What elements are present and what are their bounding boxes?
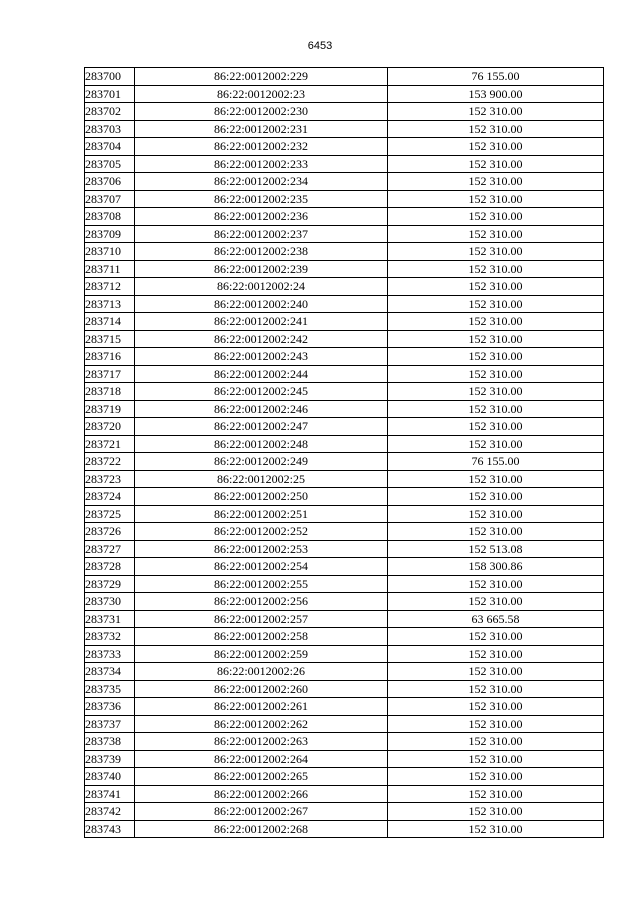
table-row <box>85 330 604 348</box>
table-row <box>85 400 604 418</box>
cadastral-value-cell: 152 310.00 <box>388 715 604 733</box>
row-id-cell: 283732 <box>85 628 135 646</box>
cadastral-value-cell: 152 310.00 <box>388 243 604 261</box>
row-id-cell: 283719 <box>85 400 135 418</box>
cadastral-value-cell: 152 310.00 <box>388 155 604 173</box>
cadastral-number-cell: 86:22:0012002:236 <box>135 208 388 226</box>
table-row <box>85 505 604 523</box>
row-id-cell: 283700 <box>85 68 135 86</box>
table-row <box>85 260 604 278</box>
cadastral-value-cell: 152 310.00 <box>388 418 604 436</box>
table-row <box>85 645 604 663</box>
cadastral-value-cell: 158 300.86 <box>388 558 604 576</box>
table-row <box>85 540 604 558</box>
cadastral-number-cell: 86:22:0012002:232 <box>135 138 388 156</box>
cadastral-number-cell: 86:22:0012002:263 <box>135 733 388 751</box>
row-id-cell: 283740 <box>85 768 135 786</box>
table-row <box>85 680 604 698</box>
table-row <box>85 225 604 243</box>
cadastral-value-cell: 152 310.00 <box>388 190 604 208</box>
row-id-cell: 283739 <box>85 750 135 768</box>
cadastral-value-table <box>84 67 604 838</box>
row-id-cell: 283702 <box>85 103 135 121</box>
table-row <box>85 138 604 156</box>
row-id-cell: 283710 <box>85 243 135 261</box>
table-row <box>85 418 604 436</box>
table-row <box>85 488 604 506</box>
cadastral-value-cell: 152 310.00 <box>388 365 604 383</box>
cadastral-number-cell: 86:22:0012002:229 <box>135 68 388 86</box>
table-row <box>85 85 604 103</box>
row-id-cell: 283743 <box>85 820 135 838</box>
table-row <box>85 785 604 803</box>
cadastral-value-cell: 152 310.00 <box>388 645 604 663</box>
cadastral-value-cell: 152 310.00 <box>388 330 604 348</box>
table-row <box>85 120 604 138</box>
table-row <box>85 523 604 541</box>
cadastral-value-cell: 152 310.00 <box>388 260 604 278</box>
cadastral-number-cell: 86:22:0012002:253 <box>135 540 388 558</box>
table-row <box>85 470 604 488</box>
row-id-cell: 283731 <box>85 610 135 628</box>
table-row <box>85 208 604 226</box>
row-id-cell: 283730 <box>85 593 135 611</box>
cadastral-number-cell: 86:22:0012002:240 <box>135 295 388 313</box>
table-row <box>85 628 604 646</box>
cadastral-value-cell: 76 155.00 <box>388 453 604 471</box>
cadastral-number-cell: 86:22:0012002:230 <box>135 103 388 121</box>
table-row <box>85 610 604 628</box>
cadastral-value-cell: 152 310.00 <box>388 295 604 313</box>
cadastral-number-cell: 86:22:0012002:238 <box>135 243 388 261</box>
table-row <box>85 715 604 733</box>
row-id-cell: 283712 <box>85 278 135 296</box>
cadastral-number-cell: 86:22:0012002:243 <box>135 348 388 366</box>
table-row <box>85 698 604 716</box>
cadastral-number-cell: 86:22:0012002:234 <box>135 173 388 191</box>
row-id-cell: 283736 <box>85 698 135 716</box>
page-number: 6453 <box>307 40 333 52</box>
row-id-cell: 283701 <box>85 85 135 103</box>
cadastral-value-cell: 63 665.58 <box>388 610 604 628</box>
table-row <box>85 453 604 471</box>
row-id-cell: 283734 <box>85 663 135 681</box>
cadastral-value-cell: 152 310.00 <box>388 348 604 366</box>
table-row <box>85 383 604 401</box>
row-id-cell: 283716 <box>85 348 135 366</box>
cadastral-value-cell: 153 900.00 <box>388 85 604 103</box>
table-row <box>85 575 604 593</box>
row-id-cell: 283718 <box>85 383 135 401</box>
row-id-cell: 283715 <box>85 330 135 348</box>
cadastral-number-cell: 86:22:0012002:249 <box>135 453 388 471</box>
cadastral-number-cell: 86:22:0012002:25 <box>135 470 388 488</box>
cadastral-number-cell: 86:22:0012002:252 <box>135 523 388 541</box>
cadastral-number-cell: 86:22:0012002:259 <box>135 645 388 663</box>
row-id-cell: 283728 <box>85 558 135 576</box>
row-id-cell: 283717 <box>85 365 135 383</box>
table-row <box>85 295 604 313</box>
cadastral-value-cell: 152 310.00 <box>388 225 604 243</box>
cadastral-value-cell: 152 310.00 <box>388 138 604 156</box>
row-id-cell: 283721 <box>85 435 135 453</box>
row-id-cell: 283741 <box>85 785 135 803</box>
row-id-cell: 283703 <box>85 120 135 138</box>
cadastral-number-cell: 86:22:0012002:264 <box>135 750 388 768</box>
cadastral-value-cell: 152 310.00 <box>388 278 604 296</box>
cadastral-number-cell: 86:22:0012002:258 <box>135 628 388 646</box>
table-body <box>85 68 604 838</box>
table-row <box>85 750 604 768</box>
cadastral-number-cell: 86:22:0012002:266 <box>135 785 388 803</box>
cadastral-number-cell: 86:22:0012002:244 <box>135 365 388 383</box>
row-id-cell: 283704 <box>85 138 135 156</box>
cadastral-number-cell: 86:22:0012002:261 <box>135 698 388 716</box>
cadastral-value-cell: 76 155.00 <box>388 68 604 86</box>
cadastral-number-cell: 86:22:0012002:256 <box>135 593 388 611</box>
cadastral-value-cell: 152 310.00 <box>388 313 604 331</box>
cadastral-number-cell: 86:22:0012002:250 <box>135 488 388 506</box>
table-row <box>85 365 604 383</box>
cadastral-value-cell: 152 310.00 <box>388 523 604 541</box>
cadastral-number-cell: 86:22:0012002:245 <box>135 383 388 401</box>
row-id-cell: 283742 <box>85 803 135 821</box>
cadastral-value-cell: 152 310.00 <box>388 383 604 401</box>
table-row <box>85 243 604 261</box>
cadastral-number-cell: 86:22:0012002:24 <box>135 278 388 296</box>
cadastral-number-cell: 86:22:0012002:248 <box>135 435 388 453</box>
cadastral-value-cell: 152 310.00 <box>388 505 604 523</box>
cadastral-value-cell: 152 310.00 <box>388 750 604 768</box>
cadastral-number-cell: 86:22:0012002:247 <box>135 418 388 436</box>
cadastral-value-cell: 152 310.00 <box>388 820 604 838</box>
table-row <box>85 68 604 86</box>
row-id-cell: 283727 <box>85 540 135 558</box>
row-id-cell: 283713 <box>85 295 135 313</box>
row-id-cell: 283735 <box>85 680 135 698</box>
cadastral-number-cell: 86:22:0012002:235 <box>135 190 388 208</box>
table-row <box>85 820 604 838</box>
table-row <box>85 558 604 576</box>
cadastral-value-cell: 152 310.00 <box>388 803 604 821</box>
table-row <box>85 313 604 331</box>
row-id-cell: 283738 <box>85 733 135 751</box>
row-id-cell: 283723 <box>85 470 135 488</box>
table-row <box>85 190 604 208</box>
cadastral-value-cell: 152 310.00 <box>388 768 604 786</box>
table-row <box>85 155 604 173</box>
cadastral-value-cell: 152 310.00 <box>388 120 604 138</box>
cadastral-number-cell: 86:22:0012002:262 <box>135 715 388 733</box>
cadastral-number-cell: 86:22:0012002:231 <box>135 120 388 138</box>
table-row <box>85 768 604 786</box>
cadastral-value-cell: 152 310.00 <box>388 698 604 716</box>
cadastral-value-cell: 152 310.00 <box>388 488 604 506</box>
cadastral-number-cell: 86:22:0012002:26 <box>135 663 388 681</box>
table-row <box>85 733 604 751</box>
row-id-cell: 283705 <box>85 155 135 173</box>
cadastral-value-cell: 152 310.00 <box>388 663 604 681</box>
table-row <box>85 803 604 821</box>
row-id-cell: 283722 <box>85 453 135 471</box>
cadastral-number-cell: 86:22:0012002:233 <box>135 155 388 173</box>
cadastral-value-cell: 152 310.00 <box>388 208 604 226</box>
row-id-cell: 283726 <box>85 523 135 541</box>
cadastral-value-cell: 152 310.00 <box>388 103 604 121</box>
row-id-cell: 283708 <box>85 208 135 226</box>
table-row <box>85 173 604 191</box>
cadastral-value-cell: 152 310.00 <box>388 593 604 611</box>
cadastral-value-cell: 152 310.00 <box>388 680 604 698</box>
cadastral-number-cell: 86:22:0012002:239 <box>135 260 388 278</box>
cadastral-number-cell: 86:22:0012002:267 <box>135 803 388 821</box>
table-row <box>85 593 604 611</box>
row-id-cell: 283714 <box>85 313 135 331</box>
cadastral-number-cell: 86:22:0012002:251 <box>135 505 388 523</box>
cadastral-number-cell: 86:22:0012002:246 <box>135 400 388 418</box>
table-row <box>85 663 604 681</box>
cadastral-value-cell: 152 310.00 <box>388 173 604 191</box>
row-id-cell: 283733 <box>85 645 135 663</box>
table-row <box>85 348 604 366</box>
cadastral-number-cell: 86:22:0012002:23 <box>135 85 388 103</box>
cadastral-value-cell: 152 310.00 <box>388 785 604 803</box>
row-id-cell: 283720 <box>85 418 135 436</box>
cadastral-value-cell: 152 310.00 <box>388 400 604 418</box>
row-id-cell: 283729 <box>85 575 135 593</box>
cadastral-number-cell: 86:22:0012002:241 <box>135 313 388 331</box>
row-id-cell: 283707 <box>85 190 135 208</box>
cadastral-number-cell: 86:22:0012002:242 <box>135 330 388 348</box>
row-id-cell: 283724 <box>85 488 135 506</box>
row-id-cell: 283709 <box>85 225 135 243</box>
cadastral-value-cell: 152 513.08 <box>388 540 604 558</box>
cadastral-value-cell: 152 310.00 <box>388 628 604 646</box>
row-id-cell: 283706 <box>85 173 135 191</box>
cadastral-number-cell: 86:22:0012002:254 <box>135 558 388 576</box>
table-row <box>85 435 604 453</box>
cadastral-number-cell: 86:22:0012002:257 <box>135 610 388 628</box>
cadastral-value-cell: 152 310.00 <box>388 575 604 593</box>
cadastral-number-cell: 86:22:0012002:237 <box>135 225 388 243</box>
row-id-cell: 283725 <box>85 505 135 523</box>
cadastral-value-cell: 152 310.00 <box>388 470 604 488</box>
cadastral-number-cell: 86:22:0012002:265 <box>135 768 388 786</box>
table-row <box>85 103 604 121</box>
table-row <box>85 278 604 296</box>
cadastral-number-cell: 86:22:0012002:260 <box>135 680 388 698</box>
cadastral-number-cell: 86:22:0012002:255 <box>135 575 388 593</box>
cadastral-value-cell: 152 310.00 <box>388 435 604 453</box>
row-id-cell: 283711 <box>85 260 135 278</box>
cadastral-value-cell: 152 310.00 <box>388 733 604 751</box>
cadastral-number-cell: 86:22:0012002:268 <box>135 820 388 838</box>
row-id-cell: 283737 <box>85 715 135 733</box>
